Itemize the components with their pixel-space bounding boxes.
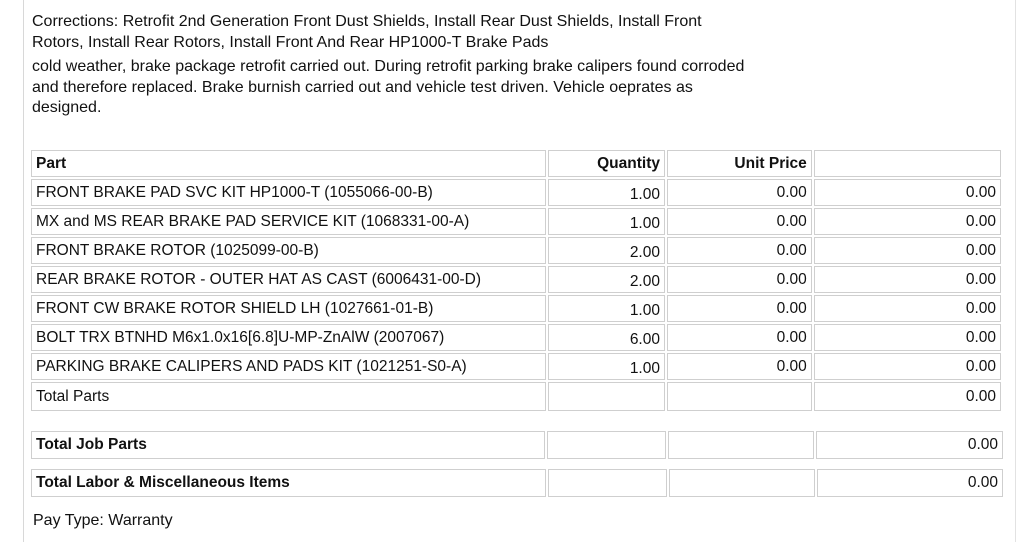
part-quantity: 6.00	[548, 324, 665, 351]
empty-cell	[548, 469, 667, 497]
part-quantity: 1.00	[548, 295, 665, 322]
part-quantity: 1.00	[548, 353, 665, 380]
column-header-quantity: Quantity	[548, 150, 665, 177]
parts-table-header	[31, 150, 1001, 177]
empty-cell	[668, 431, 815, 459]
part-unit-price: 0.00	[667, 295, 812, 322]
column-header-part: Part	[31, 150, 546, 177]
table-row	[31, 237, 1001, 264]
part-name: FRONT BRAKE PAD SVC KIT HP1000-T (1055066-00-B)	[31, 179, 546, 206]
part-quantity: 2.00	[548, 266, 665, 293]
empty-cell	[547, 431, 666, 459]
total-parts-row	[31, 382, 1001, 411]
technician-notes: cold weather, brake package retrofit carried out. During retrofit parking brake calipers found corroded and therefore replaced. Brake burnish carried out and vehicle test driven. Vehicle oeprates as designed.	[32, 58, 745, 116]
table-row	[31, 208, 1001, 235]
part-unit-price: 0.00	[667, 208, 812, 235]
part-extended-price: 0.00	[814, 208, 1001, 235]
part-unit-price: 0.00	[667, 353, 812, 380]
part-unit-price: 0.00	[667, 179, 812, 206]
total-job-parts-row	[31, 431, 1003, 459]
part-extended-price: 0.00	[814, 295, 1001, 322]
part-extended-price: 0.00	[814, 353, 1001, 380]
empty-cell	[669, 469, 815, 497]
total-parts-label: Total Parts	[31, 382, 546, 411]
total-job-parts-amount: 0.00	[816, 431, 1003, 459]
empty-cell	[548, 382, 665, 411]
total-labor-amount: 0.00	[817, 469, 1003, 497]
total-labor-row	[31, 469, 1003, 497]
table-row	[31, 266, 1001, 293]
part-extended-price: 0.00	[814, 324, 1001, 351]
table-row	[31, 179, 1001, 206]
pay-type: Pay Type: Warranty	[33, 512, 173, 529]
part-name: BOLT TRX BTNHD M6x1.0x16[6.8]U-MP-ZnAlW (2007067)	[31, 324, 546, 351]
total-labor-table	[29, 467, 1005, 499]
page-left-border	[23, 0, 24, 542]
part-extended-price: 0.00	[814, 179, 1001, 206]
part-name: MX and MS REAR BRAKE PAD SERVICE KIT (1068331-00-A)	[31, 208, 546, 235]
part-name: REAR BRAKE ROTOR - OUTER HAT AS CAST (6006431-00-D)	[31, 266, 546, 293]
part-unit-price: 0.00	[667, 324, 812, 351]
total-job-parts-table	[29, 429, 1005, 461]
part-unit-price: 0.00	[667, 266, 812, 293]
part-extended-price: 0.00	[814, 266, 1001, 293]
part-extended-price: 0.00	[814, 237, 1001, 264]
part-name: PARKING BRAKE CALIPERS AND PADS KIT (1021251-S0-A)	[31, 353, 546, 380]
parts-table	[29, 148, 1003, 413]
table-row	[31, 324, 1001, 351]
corrections-text: Corrections: Retrofit 2nd Generation Front Dust Shields, Install Rear Dust Shields, Install Front Rotors, Install Rear Rotors, Install Front And Rear HP1000-T Brake Pads	[32, 13, 702, 51]
column-header-unit-price: Unit Price	[667, 150, 812, 177]
total-labor-label: Total Labor & Miscellaneous Items	[31, 469, 546, 497]
part-quantity: 1.00	[548, 208, 665, 235]
corrections-section	[32, 12, 752, 119]
table-row	[31, 353, 1001, 380]
part-unit-price: 0.00	[667, 237, 812, 264]
column-header-extended	[814, 150, 1001, 177]
page-right-border	[1015, 0, 1016, 542]
empty-cell	[667, 382, 812, 411]
part-name: FRONT BRAKE ROTOR (1025099-00-B)	[31, 237, 546, 264]
part-quantity: 2.00	[548, 237, 665, 264]
total-job-parts-label: Total Job Parts	[31, 431, 545, 459]
total-parts-amount: 0.00	[814, 382, 1001, 411]
part-name: FRONT CW BRAKE ROTOR SHIELD LH (1027661-01-B)	[31, 295, 546, 322]
table-row	[31, 295, 1001, 322]
part-quantity: 1.00	[548, 179, 665, 206]
